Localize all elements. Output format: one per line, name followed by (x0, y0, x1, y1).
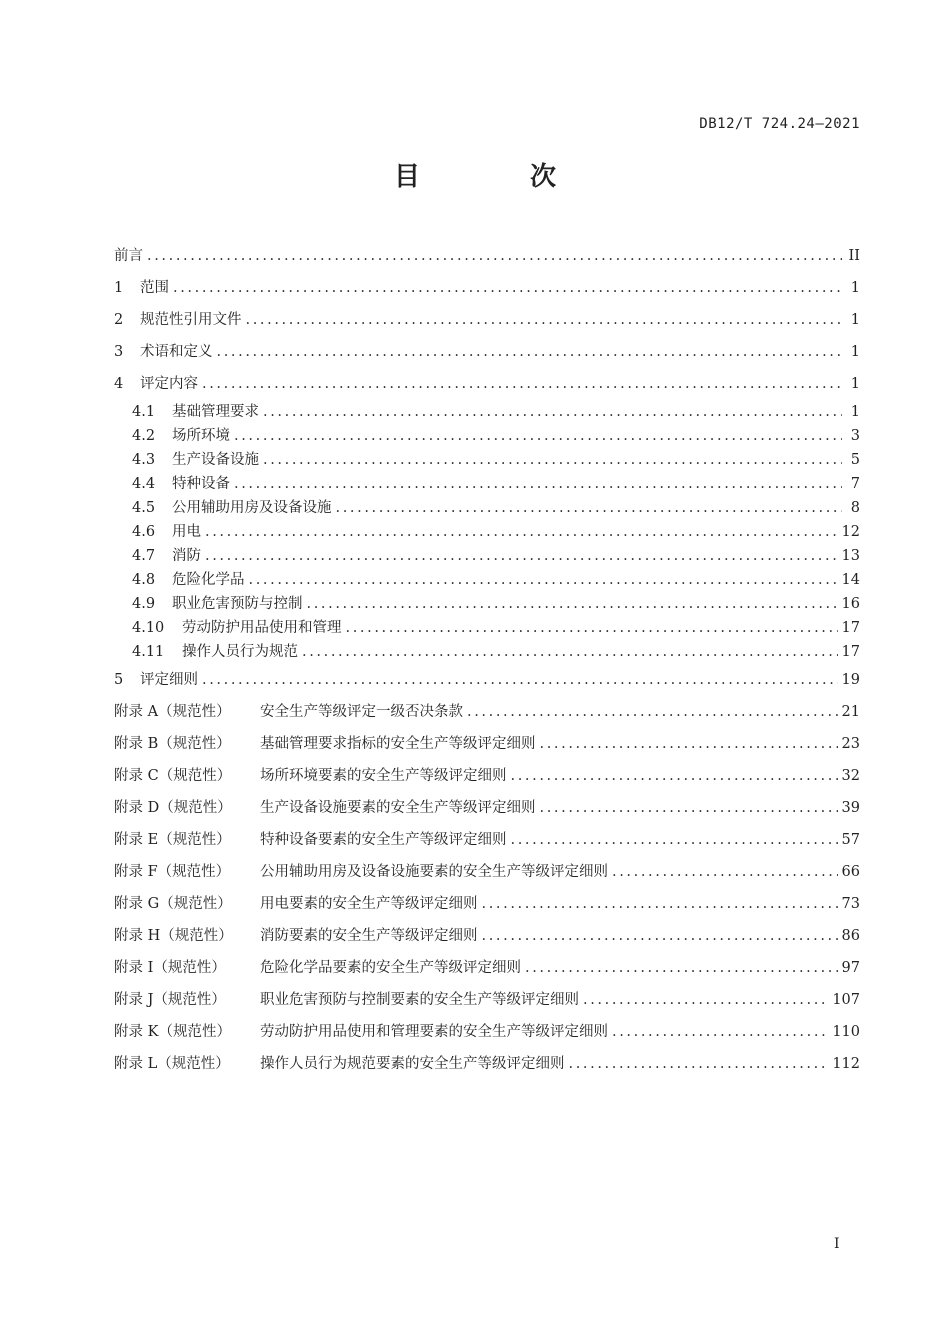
toc-entry-3[interactable] (114, 336, 860, 368)
toc-page-number: 13 (841, 548, 860, 564)
toc-label: 消防要素的安全生产等级评定细则 (260, 928, 478, 944)
toc-label: 用电 (172, 524, 201, 540)
toc-number: 2 (114, 312, 124, 328)
dot-leader (302, 640, 838, 664)
appendix-number: 附录 J（规范性） (114, 992, 226, 1008)
toc-label: 职业危害预防与控制要素的安全生产等级评定细则 (260, 992, 579, 1008)
toc-entry-appendix-b[interactable] (114, 728, 860, 760)
toc-page-number: 66 (841, 864, 860, 880)
dot-leader (346, 616, 838, 640)
toc-label: 前言 (114, 248, 143, 264)
appendix-number: 附录 L（规范性） (114, 1056, 230, 1072)
toc-entry-appendix-l[interactable] (114, 1048, 860, 1080)
dot-leader (525, 952, 838, 984)
appendix-number: 附录 D（规范性） (114, 800, 232, 816)
dot-leader (612, 1016, 828, 1048)
toc-label: 场所环境 (172, 428, 230, 444)
toc-entry-appendix-d[interactable] (114, 792, 860, 824)
toc-page-number: 3 (850, 428, 860, 444)
toc-page-number: 86 (841, 928, 860, 944)
toc-number: 4.9 (132, 596, 156, 612)
dot-leader (482, 888, 838, 920)
dot-leader (202, 368, 842, 400)
toc-page-number: 1 (850, 404, 860, 420)
standard-code: DB12/T 724.24—2021 (699, 116, 860, 132)
dot-leader (202, 664, 838, 696)
toc-page-number: 57 (841, 832, 860, 848)
toc-number: 4.7 (132, 548, 156, 564)
dot-leader (511, 824, 838, 856)
dot-leader (467, 696, 838, 728)
toc-label: 范围 (140, 280, 169, 296)
toc-number: 4 (114, 376, 124, 392)
toc-entry-appendix-a[interactable] (114, 696, 860, 728)
toc-label: 特种设备 (172, 476, 230, 492)
dot-leader (336, 496, 843, 520)
toc-entry-appendix-j[interactable] (114, 984, 860, 1016)
toc-label: 操作人员行为规范要素的安全生产等级评定细则 (260, 1056, 565, 1072)
toc-number: 5 (114, 672, 124, 688)
toc-entry-4-10[interactable] (114, 616, 860, 640)
toc-entry-4-7[interactable] (114, 544, 860, 568)
toc-page-number: 39 (841, 800, 860, 816)
dot-leader (205, 520, 838, 544)
toc-number: 4.6 (132, 524, 156, 540)
dot-leader (482, 920, 838, 952)
toc-label: 职业危害预防与控制 (172, 596, 303, 612)
toc-entry-appendix-i[interactable] (114, 952, 860, 984)
page-folio: I (834, 1236, 840, 1252)
toc-page-number: 7 (850, 476, 860, 492)
appendix-number: 附录 H（规范性） (114, 928, 233, 944)
dot-leader (234, 424, 842, 448)
toc-page-number: 17 (841, 644, 860, 660)
toc-entry-appendix-g[interactable] (114, 888, 860, 920)
toc-number: 4.4 (132, 476, 156, 492)
appendix-number: 附录 E（规范性） (114, 832, 231, 848)
toc-entry-4-6[interactable] (114, 520, 860, 544)
toc-entry-appendix-h[interactable] (114, 920, 860, 952)
dot-leader (173, 272, 842, 304)
page-title: 目 次 (393, 162, 598, 192)
toc-page-number: 32 (841, 768, 860, 784)
toc-page-number: 1 (850, 376, 860, 392)
toc-page-number: 8 (850, 500, 860, 516)
dot-leader (234, 472, 842, 496)
toc-label: 公用辅助用房及设备设施 (172, 500, 332, 516)
toc-label: 评定内容 (140, 376, 198, 392)
toc-page-number: 16 (841, 596, 860, 612)
toc-number: 1 (114, 280, 124, 296)
toc-label: 规范性引用文件 (140, 312, 242, 328)
appendix-number: 附录 F（规范性） (114, 864, 231, 880)
dot-leader (263, 448, 842, 472)
toc-page-number: 21 (841, 704, 860, 720)
toc-label: 生产设备设施要素的安全生产等级评定细则 (260, 800, 536, 816)
dot-leader (249, 568, 838, 592)
appendix-number: 附录 K（规范性） (114, 1024, 231, 1040)
toc-entry-appendix-c[interactable] (114, 760, 860, 792)
toc-page-number: 19 (841, 672, 860, 688)
toc-number: 4.3 (132, 452, 156, 468)
toc-page-number: 97 (841, 960, 860, 976)
toc-label: 劳动防护用品使用和管理要素的安全生产等级评定细则 (260, 1024, 608, 1040)
dot-leader (540, 792, 838, 824)
toc-label: 基础管理要求 (172, 404, 259, 420)
appendix-number: 附录 I（规范性） (114, 960, 226, 976)
appendix-number: 附录 B（规范性） (114, 736, 231, 752)
dot-leader (540, 728, 838, 760)
toc-label: 术语和定义 (140, 344, 213, 360)
dot-leader (511, 760, 838, 792)
table-of-contents (114, 240, 860, 1080)
toc-label: 生产设备设施 (172, 452, 259, 468)
toc-number: 4.10 (132, 620, 165, 636)
toc-entry-4-3[interactable] (114, 448, 860, 472)
toc-entry-appendix-f[interactable] (114, 856, 860, 888)
dot-leader (246, 304, 843, 336)
toc-label: 安全生产等级评定一级否决条款 (260, 704, 463, 720)
toc-label: 基础管理要求指标的安全生产等级评定细则 (260, 736, 536, 752)
toc-entry-1[interactable] (114, 272, 860, 304)
toc-page-number: 23 (841, 736, 860, 752)
toc-entry-4-4[interactable] (114, 472, 860, 496)
toc-number: 3 (114, 344, 124, 360)
appendix-number: 附录 C（规范性） (114, 768, 232, 784)
dot-leader (263, 400, 842, 424)
appendix-number: 附录 G（规范性） (114, 896, 232, 912)
toc-number: 4.5 (132, 500, 156, 516)
toc-page-number: 1 (850, 312, 860, 328)
dot-leader (147, 240, 842, 272)
toc-page-number: 1 (850, 280, 860, 296)
toc-entry-4[interactable] (114, 368, 860, 400)
toc-number: 4.1 (132, 404, 156, 420)
toc-entry-4-8[interactable] (114, 568, 860, 592)
toc-entry-preface[interactable] (114, 240, 860, 272)
toc-entry-2[interactable] (114, 304, 860, 336)
toc-number: 4.2 (132, 428, 156, 444)
toc-entry-appendix-e[interactable] (114, 824, 860, 856)
toc-entry-4-9[interactable] (114, 592, 860, 616)
toc-label: 公用辅助用房及设备设施要素的安全生产等级评定细则 (260, 864, 608, 880)
toc-label: 劳动防护用品使用和管理 (182, 620, 342, 636)
toc-entry-5[interactable] (114, 664, 860, 696)
dot-leader (583, 984, 828, 1016)
toc-label: 特种设备要素的安全生产等级评定细则 (260, 832, 507, 848)
toc-label: 消防 (172, 548, 201, 564)
toc-label: 危险化学品要素的安全生产等级评定细则 (260, 960, 521, 976)
toc-page-number: 17 (841, 620, 860, 636)
toc-page-number: 73 (841, 896, 860, 912)
toc-label: 评定细则 (140, 672, 198, 688)
toc-entry-4-2[interactable] (114, 424, 860, 448)
toc-label: 场所环境要素的安全生产等级评定细则 (260, 768, 507, 784)
toc-entry-4-1[interactable] (114, 400, 860, 424)
toc-entry-appendix-k[interactable] (114, 1016, 860, 1048)
toc-page-number: 14 (841, 572, 860, 588)
toc-page-number: 1 (850, 344, 860, 360)
dot-leader (217, 336, 843, 368)
toc-number: 4.8 (132, 572, 156, 588)
toc-page-number: 112 (832, 1056, 860, 1072)
toc-label: 用电要素的安全生产等级评定细则 (260, 896, 478, 912)
toc-entry-4-11[interactable] (114, 640, 860, 664)
appendix-number: 附录 A（规范性） (114, 704, 231, 720)
toc-entry-4-5[interactable] (114, 496, 860, 520)
toc-label: 操作人员行为规范 (182, 644, 298, 660)
toc-page-number: 5 (850, 452, 860, 468)
dot-leader (307, 592, 838, 616)
dot-leader (205, 544, 838, 568)
toc-page-number: 107 (832, 992, 860, 1008)
dot-leader (612, 856, 838, 888)
dot-leader (569, 1048, 829, 1080)
toc-page-number: 110 (832, 1024, 860, 1040)
toc-label: 危险化学品 (172, 572, 245, 588)
toc-number: 4.11 (132, 644, 165, 660)
toc-page-number: 12 (841, 524, 860, 540)
toc-page-number: II (848, 248, 860, 264)
